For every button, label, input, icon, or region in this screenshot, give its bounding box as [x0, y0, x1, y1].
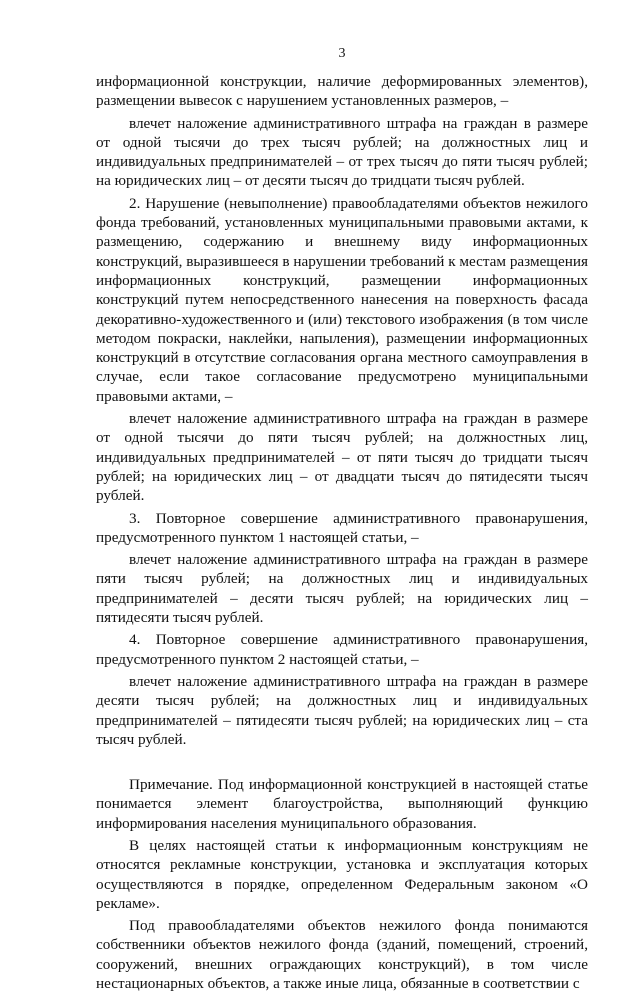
- paragraph: влечет наложение административного штрафа на граждан в размере пяти тысяч рублей; на должностных лиц и индивидуальных предпринимателей – десяти тысяч рублей; на юридических лиц – пятидесяти тысяч рублей.: [96, 551, 588, 627]
- note-paragraph: В целях настоящей статьи к информационным конструкциям не относятся рекламные конструкции, установка и эксплуатация которых осуществляются в порядке, определенном Федеральным законом «О рекламе».: [96, 836, 588, 912]
- note-paragraph: Под правообладателями объектов нежилого фонда понимаются собственники объектов нежилого фонда (зданий, помещений, строений, сооружений, внешних ограждающих конструкций), в том числе нестационарных объектов, а также иные лица, обязанные в соответствии с: [96, 917, 588, 993]
- paragraph: влечет наложение административного штрафа на граждан в размере от одной тысячи до пяти тысяч рублей; на должностных лиц, индивидуальных предпринимателей – от пяти тысяч до тридцати тысяч рублей; на юридических лиц – от двадцати тысяч до пятидесяти тысяч рублей.: [96, 410, 588, 505]
- paragraph: влечет наложение административного штрафа на граждан в размере от одной тысячи до трех тысяч рублей; на должностных лиц и индивидуальных предпринимателей – от трех тысяч до пяти тысяч рублей; на юридических лиц – от десяти тысяч до тридцати тысяч рублей.: [96, 114, 588, 190]
- note-paragraph: Примечание. Под информационной конструкцией в настоящей статье понимается элемент благоустройства, выполняющий функцию информирования населения муниципального образования.: [96, 776, 588, 832]
- paragraph: влечет наложение административного штрафа на граждан в размере десяти тысяч рублей; на должностных лиц и индивидуальных предпринимателей – пятидесяти тысяч рублей; на юридических лиц – ста тысяч рублей.: [96, 672, 588, 748]
- paragraph: 4. Повторное совершение административного правонарушения, предусмотренного пунктом 2 настоящей статьи, –: [96, 631, 588, 668]
- page-number: 3: [338, 46, 346, 61]
- paragraph: 3. Повторное совершение административного правонарушения, предусмотренного пунктом 1 настоящей статьи, –: [96, 509, 588, 546]
- paragraph: информационной конструкции, наличие деформированных элементов), размещении вывесок с нарушением установленных размеров, –: [96, 73, 588, 110]
- document-body: [96, 72, 588, 993]
- paragraph: 2. Нарушение (невыполнение) правообладателями объектов нежилого фонда требований, установленных муниципальными правовыми актами, к размещению, содержанию и внешнему виду информационных конструкций, выразившееся в нарушении требований к местам размещения информационных конструкций, размещении информационных конструкций путем непосредственного нанесения на поверхность фасада декоративно-художественного и (или) текстового изображения (в том числе методом покраски, наклейки, напыления), размещении информационных конструкций в отсутствие согласования органа местного самоуправления в случае, если такое согласование предусмотрено муниципальными правовыми актами, –: [96, 194, 588, 405]
